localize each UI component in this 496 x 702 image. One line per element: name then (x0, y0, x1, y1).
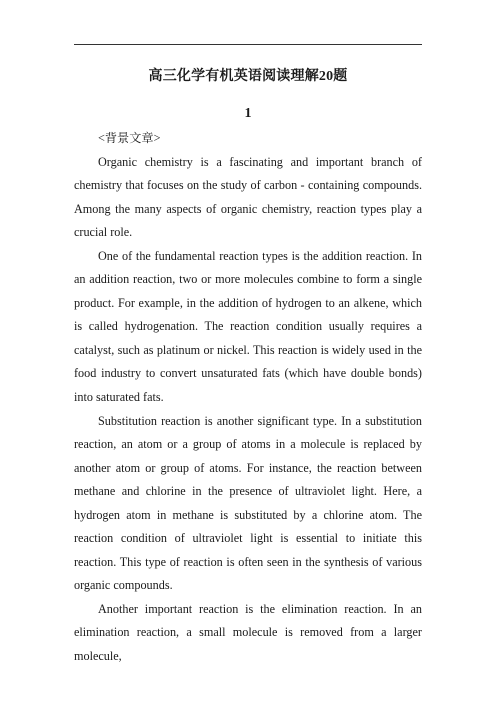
paragraph-substitution-reaction: Substitution reaction is another significant type. In a substitution reaction, an atom or a group of atoms in a molecule is replaced by another atom or group of atoms. For instance, the reaction between methane and chlorine in the presence of ultraviolet light. Here, a hydrogen atom in methane is substituted by a chlorine atom. The reaction condition of ultraviolet light is essential to initiate this reaction. This type of reaction is often seen in the synthesis of various organic compounds. (74, 413, 422, 593)
question-number: 1 (244, 106, 252, 121)
background-article-label: <背景文章> (98, 131, 161, 145)
header-rule (74, 44, 422, 45)
article-body (74, 127, 422, 669)
document-title: 高三化学有机英语阅读理解20题 (148, 69, 348, 84)
paragraph-intro: Organic chemistry is a fascinating and important branch of chemistry that focuses on the study of carbon - containing compounds. Among the many aspects of organic chemistry, reaction types play a crucial role. (74, 154, 422, 240)
paragraph-elimination-reaction: Another important reaction is the elimination reaction. In an elimination reaction, a small molecule is removed from a larger molecule, (74, 601, 422, 664)
paragraph-addition-reaction: One of the fundamental reaction types is the addition reaction. In an addition reaction, two or more molecules combine to form a single product. For example, in the addition of hydrogen to an alkene, which is called hydrogenation. The reaction condition usually requires a catalyst, such as platinum or nickel. This reaction is widely used in the food industry to convert unsaturated fats (which have double bonds) into saturated fats. (74, 248, 422, 405)
